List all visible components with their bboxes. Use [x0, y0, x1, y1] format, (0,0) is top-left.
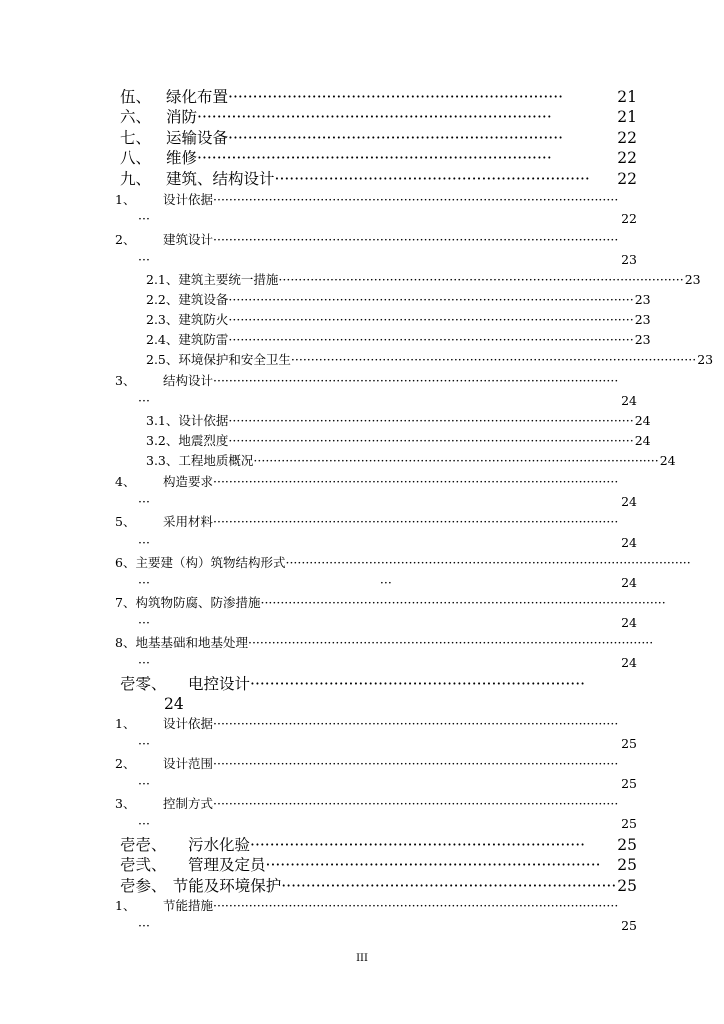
toc-entry-number: 2.3、 — [146, 312, 179, 327]
dot-leader: ······································································································ — [290, 352, 697, 367]
toc-entry-number: 3、 — [115, 373, 136, 388]
toc-entry-title: 构筑物防腐、防渗措施 — [135, 595, 261, 610]
toc-entry-page: 25 — [621, 918, 637, 933]
dot-leader: ······································································································ — [253, 453, 659, 468]
dot-leader: ······································································································ — [228, 433, 634, 448]
toc-entry-title: 管理及定员 — [188, 856, 266, 874]
dot-leader: ···································································· — [228, 88, 564, 106]
dot-leader: ······································································································ — [278, 272, 684, 287]
toc-entry-number: 3.3、 — [146, 453, 179, 468]
toc-entry-title: 消防 — [166, 108, 198, 126]
toc-entry[interactable] — [146, 312, 651, 327]
toc-entry-page: 25 — [617, 836, 637, 854]
toc-entry-number: 3.1、 — [146, 413, 179, 428]
toc-entry-number: 3.2、 — [146, 433, 179, 448]
toc-entry-title: 建筑设备 — [178, 292, 229, 307]
toc-entry-title: 建筑设计 — [163, 232, 214, 247]
toc-entry[interactable] — [115, 595, 666, 610]
toc-entry-title: 污水化验 — [188, 836, 251, 854]
toc-entry-page: 23 — [634, 332, 651, 347]
toc-entry[interactable] — [120, 879, 637, 895]
dot-leader: ········································································ — [197, 149, 552, 167]
toc-entry[interactable] — [115, 635, 654, 650]
toc-entry[interactable] — [146, 413, 651, 428]
dot-leader: ··· — [138, 918, 150, 933]
toc-entry[interactable] — [115, 718, 637, 731]
dot-leader: ··· — [138, 615, 150, 630]
dot-leader: ··· — [138, 252, 150, 267]
toc-entry-title: 设计依据 — [163, 716, 214, 731]
toc-entry-page: 24 — [621, 393, 637, 408]
toc-entry[interactable] — [120, 90, 637, 106]
toc-entry-number: 壱参、 — [120, 877, 167, 895]
dot-leader: ··· — [138, 655, 150, 670]
toc-entry-title: 建筑、结构设计 — [166, 170, 275, 188]
toc-entry-number: 2、 — [115, 232, 136, 247]
dot-leader: ······································································································ — [213, 232, 619, 247]
toc-entry-continuation — [138, 537, 637, 550]
dot-leader: ······································································································ — [213, 373, 619, 388]
toc-entry-title: 主要建（构）筑物结构形式 — [135, 555, 286, 570]
toc-entry-continuation — [138, 496, 637, 509]
toc-entry-number: 壱零、 — [120, 675, 167, 693]
toc-entry[interactable] — [115, 758, 637, 771]
toc-entry-number: 4、 — [115, 474, 136, 489]
toc-entry-page: 24 — [621, 494, 637, 509]
dot-leader: ··· — [138, 575, 150, 590]
toc-entry[interactable] — [115, 798, 637, 811]
dot-leader: ······································································································ — [228, 292, 634, 307]
toc-entry-title: 建筑防火 — [178, 312, 229, 327]
dot-leader: ··· — [138, 211, 150, 226]
toc-entry-number: 2、 — [115, 756, 136, 771]
toc-entry-page: 25 — [617, 877, 637, 895]
toc-entry[interactable] — [120, 131, 637, 147]
toc-entry-number: 六、 — [120, 108, 152, 126]
dot-leader: ······································································································ — [213, 898, 619, 913]
dot-leader: ······································································································ — [260, 595, 666, 610]
toc-entry-title: 地震烈度 — [178, 433, 229, 448]
toc-entry-number: 2.1、 — [146, 272, 179, 287]
toc-entry-title: 设计范围 — [163, 756, 214, 771]
toc-entry-continuation — [138, 920, 637, 933]
toc-entry-title: 建筑防雷 — [178, 332, 229, 347]
toc-entry-continuation — [138, 657, 637, 670]
toc-entry-title: 设计依据 — [178, 413, 229, 428]
toc-entry-page: 22 — [617, 149, 637, 167]
toc-entry-number: 2.5、 — [146, 352, 179, 367]
toc-entry[interactable] — [115, 375, 637, 388]
toc-entry[interactable] — [115, 234, 637, 247]
toc-entry-page: 24 — [634, 433, 651, 448]
toc-entry-page: 23 — [684, 272, 701, 287]
toc-entry-continuation — [138, 254, 637, 267]
toc-entry[interactable] — [120, 172, 637, 188]
toc-entry-page: 23 — [634, 312, 651, 327]
toc-entry[interactable] — [115, 194, 637, 207]
toc-entry-title: 节能及环境保护 — [172, 877, 282, 895]
toc-entry-title: 环境保护和安全卫生 — [178, 352, 291, 367]
toc-entry-title: 工程地质概况 — [178, 453, 254, 468]
dot-leader: ···································································· — [250, 836, 586, 854]
dot-leader: ······································································································ — [228, 332, 634, 347]
toc-entry-continuation — [138, 577, 637, 590]
toc-entry[interactable] — [146, 332, 651, 347]
dot-leader: ······································································································ — [228, 413, 634, 428]
toc-entry-number: 1、 — [115, 716, 136, 731]
toc-entry-number: 2.2、 — [146, 292, 179, 307]
dot-leader: ··· — [138, 736, 150, 751]
toc-entry-page: 22 — [617, 170, 637, 188]
toc-entry-page: 25 — [621, 816, 637, 831]
toc-entry-page: 25 — [621, 736, 637, 751]
toc-entry-number: 伍、 — [120, 88, 152, 106]
toc-entry[interactable] — [120, 858, 637, 874]
toc-entry[interactable] — [146, 433, 651, 448]
toc-entry-number: 2.4、 — [146, 332, 179, 347]
toc-entry[interactable] — [120, 838, 637, 854]
dot-leader: ··· — [138, 494, 150, 509]
toc-entry-page: 24 — [164, 695, 184, 713]
toc-entry-continuation — [138, 818, 637, 831]
toc-entry[interactable] — [146, 292, 651, 307]
dot-leader: ········································································ — [197, 108, 552, 126]
toc-entry[interactable] — [146, 352, 714, 367]
dot-leader: ······································································································ — [213, 796, 619, 811]
toc-entry-page: 24 — [621, 615, 637, 630]
dot-leader: ···································································· — [228, 129, 564, 147]
dot-leader: ···································································· — [265, 856, 601, 874]
toc-entry-title: 绿化布置 — [166, 88, 229, 106]
toc-entry-page: 25 — [617, 856, 637, 874]
toc-entry-title: 设计依据 — [163, 192, 214, 207]
toc-entry[interactable] — [115, 476, 637, 489]
dot-leader: ··· — [138, 393, 150, 408]
toc-entry-title: 维修 — [166, 149, 198, 167]
toc-entry-continuation — [138, 213, 637, 226]
toc-entry-page: 23 — [697, 352, 714, 367]
toc-entry-continuation — [163, 697, 184, 713]
toc-entry-page: 22 — [621, 211, 637, 226]
toc-entry-number: 7、 — [115, 595, 136, 610]
toc-entry-title: 采用材料 — [163, 514, 214, 529]
toc-entry[interactable] — [115, 555, 691, 570]
toc-entry-number: 1、 — [115, 192, 136, 207]
dot-leader: ······································································································ — [213, 756, 619, 771]
dot-leader: ······································································································ — [213, 514, 619, 529]
toc-entry[interactable] — [120, 151, 637, 167]
dot-leader: ··· — [379, 575, 392, 590]
toc-entry-number: 5、 — [115, 514, 136, 529]
toc-entry-continuation — [138, 778, 637, 791]
toc-entry-page: 24 — [634, 413, 651, 428]
toc-entry-page: 21 — [617, 88, 637, 106]
toc-entry-page: 21 — [617, 108, 637, 126]
toc-entry-page: 22 — [617, 129, 637, 147]
toc-entry-number: 8、 — [115, 635, 136, 650]
toc-entry-number: 1、 — [115, 898, 136, 913]
dot-leader: ································································ — [274, 170, 590, 188]
toc-entry-title: 建筑主要统一措施 — [178, 272, 279, 287]
toc-entry-number: 6、 — [115, 555, 136, 570]
dot-leader: ······································································································ — [228, 312, 634, 327]
dot-leader: ······································································································ — [213, 474, 619, 489]
toc-entry-number: 壱壱、 — [120, 836, 167, 854]
toc-entry-title: 电控设计 — [188, 675, 251, 693]
toc-entry-continuation — [138, 617, 637, 630]
toc-entry-number: 九、 — [120, 170, 152, 188]
toc-entry-title: 运输设备 — [166, 129, 229, 147]
dot-leader: ······································································································ — [213, 192, 619, 207]
toc-entry[interactable] — [115, 516, 637, 529]
page-number-footer: III — [356, 953, 368, 964]
toc-entry[interactable] — [146, 272, 701, 287]
toc-entry[interactable] — [120, 677, 637, 693]
toc-entry[interactable] — [146, 453, 676, 468]
toc-entry-number: 壱弐、 — [120, 856, 167, 874]
dot-leader: ···································································· — [250, 675, 586, 693]
dot-leader: ······································································································ — [247, 635, 654, 650]
toc-entry-title: 控制方式 — [163, 796, 214, 811]
toc-entry-page: 24 — [621, 655, 637, 670]
dot-leader: ······································································································ — [285, 555, 691, 570]
toc-entry-continuation — [138, 395, 637, 408]
toc-entry-number: 3、 — [115, 796, 136, 811]
dot-leader: ··· — [138, 816, 150, 831]
toc-entry-page: 24 — [621, 575, 637, 590]
toc-entry-page: 24 — [621, 535, 637, 550]
toc-entry-continuation — [138, 738, 637, 751]
toc-entry-title: 节能措施 — [163, 898, 214, 913]
toc-entry-page: 24 — [659, 453, 676, 468]
dot-leader: ··· — [138, 535, 150, 550]
toc-entry-page: 25 — [621, 776, 637, 791]
toc-entry-title: 构造要求 — [163, 474, 214, 489]
toc-entry-title: 地基基础和地基处理 — [135, 635, 248, 650]
toc-entry-page: 23 — [621, 252, 637, 267]
dot-leader: ··· — [138, 776, 150, 791]
toc-entry-page: 23 — [634, 292, 651, 307]
dot-leader: ···································································· — [281, 877, 617, 895]
toc-entry-number: 七、 — [120, 129, 152, 147]
toc-entry[interactable] — [115, 900, 637, 913]
toc-entry[interactable] — [120, 110, 637, 126]
toc-entry-number: 八、 — [120, 149, 152, 167]
toc-entry-title: 结构设计 — [163, 373, 214, 388]
dot-leader: ······································································································ — [213, 716, 619, 731]
